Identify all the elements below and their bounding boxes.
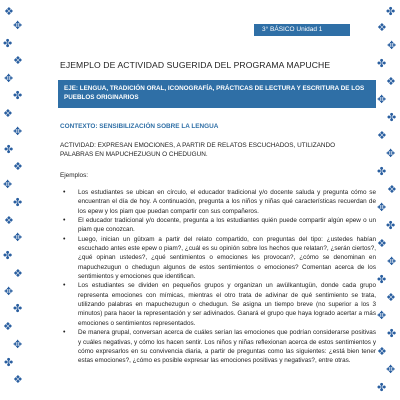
list-item: • Los estudiantes se ubican en círculo, el educador tradicional y/o docente saluda y pregunta cómo se encuentran el día de hoy. A continuación, pregunta a los niños y niñas qué características recuerdan de los epew y los piam que puedan compartir con sus compañeros. xyxy=(60,188,376,216)
mapuche-motif-icon: ✤ xyxy=(377,381,387,394)
mapuche-motif-icon: ✤ xyxy=(3,249,13,262)
ejemplos-label: Ejemplos: xyxy=(60,172,89,179)
actividad-text: ACTIVIDAD: EXPRESAN EMOCIONES, A PARTIR DE RELATOS ESCUCHADOS, UTILIZANDO PALABRAS EN MAPUCHEZUGUN O CHEDUGUN. xyxy=(60,142,336,158)
mapuche-motif-icon: ✤ xyxy=(4,143,14,156)
mapuche-motif-icon: ✤ xyxy=(377,165,387,178)
mapuche-motif-icon: ❖ xyxy=(4,214,14,227)
mapuche-motif-icon: ❖ xyxy=(387,183,397,196)
right-decorative-border xyxy=(374,0,400,400)
mapuche-motif-icon: ✥ xyxy=(4,285,14,298)
mapuche-motif-icon: ✤ xyxy=(377,57,387,70)
mapuche-motif-icon: ❖ xyxy=(13,160,23,173)
left-decorative-border xyxy=(0,0,26,400)
mapuche-motif-icon: ✥ xyxy=(387,39,397,52)
mapuche-motif-icon: ❖ xyxy=(377,345,387,358)
mapuche-motif-icon: ✥ xyxy=(386,147,396,160)
list-item: • De manera grupal, conversan acerca de cuáles serían las emociones que podrían considerarse positivas y cuáles negativas, y cómo los hacen sentir. Los niños y niñas reflexionan acerca de estos sentimientos y cómo expresarlos en su convivencia diaria, a partir de preguntas como las siguientes: ¿está bien tener estas emociones?, ¿cómo es posible expresar las emociones positivas y negativas?, entre otras. xyxy=(60,328,376,365)
mapuche-motif-icon: ❖ xyxy=(4,5,14,18)
mapuche-motif-icon: ✥ xyxy=(386,363,396,376)
mapuche-motif-icon: ✤ xyxy=(3,37,13,50)
list-item: • El educador tradicional y/o docente, pregunta a los estudiantes quién puede compartir algún epew o un piam que conozcan. xyxy=(60,216,376,235)
mapuche-motif-icon: ❖ xyxy=(377,129,387,142)
grade-unit-badge: 3° BÁSICO Unidad 1 xyxy=(254,24,350,36)
mapuche-motif-icon: ❖ xyxy=(377,237,387,250)
page-title: EJEMPLO DE ACTIVIDAD SUGERIDA DEL PROGRAMA MAPUCHE xyxy=(60,60,331,70)
mapuche-motif-icon: ❖ xyxy=(3,320,13,333)
mapuche-motif-icon: ✤ xyxy=(13,302,23,315)
mapuche-motif-icon: ✥ xyxy=(377,309,387,322)
mapuche-motif-icon: ❖ xyxy=(386,291,396,304)
mapuche-motif-icon: ✤ xyxy=(4,356,14,369)
mapuche-motif-icon: ✥ xyxy=(13,19,23,32)
mapuche-motif-icon: ✤ xyxy=(387,111,397,124)
mapuche-motif-icon: ✤ xyxy=(387,327,397,340)
mapuche-motif-icon: ✤ xyxy=(13,89,23,102)
mapuche-motif-icon: ✤ xyxy=(386,5,396,18)
eje-banner: EJE: LENGUA, TRADICIÓN ORAL, ICONOGRAFÍA, PRÁCTICAS DE LECTURA Y ESCRITURA DE LOS PUEBLOS ORIGINARIOS xyxy=(58,80,376,108)
mapuche-motif-icon: ✤ xyxy=(13,196,23,209)
list-item: • Los estudiantes se dividen en pequeños grupos y organizan un awülkantugün, donde cada grupo representa emociones con mímicas, mientras el otro trata de adivinar de qué sentimiento se trata, utilizando palabras en mapuchezugun o chedugun. Se asigna un tiempo breve (no superior a los 3 minutos) para hacer la representación y ser adivinados. Ganará el grupo que haya logrado acertar a más emociones o sentimientos representados. xyxy=(60,281,376,328)
mapuche-motif-icon: ✥ xyxy=(4,72,14,85)
mapuche-motif-icon: ✥ xyxy=(387,255,397,268)
examples-list xyxy=(60,188,376,366)
mapuche-motif-icon: ❖ xyxy=(386,75,396,88)
contexto-heading: CONTEXTO: SENSIBILIZACIÓN SOBRE LA LENGUA xyxy=(60,123,219,130)
mapuche-motif-icon: ❖ xyxy=(3,107,13,120)
list-item: • Luego, inician un gütxam a partir del relato compartido, con preguntas del tipo: ¿ustedes habían escuchado antes este epew o piam?, ¿cuál es su opinión sobre los hechos que relatan?, ¿serán ciertos?, ¿qué opinan ustedes?, ¿qué sentimientos o emociones les provocan?, ¿cómo se denominan en mapuchezugun o chedugun algunos de estos sentimientos o emociones? Comentan acerca de los sentimientos y emociones que identifican. xyxy=(60,235,376,282)
mapuche-motif-icon: ✥ xyxy=(13,231,23,244)
mapuche-motif-icon: ✥ xyxy=(377,201,387,214)
mapuche-motif-icon: ❖ xyxy=(13,54,23,67)
mapuche-motif-icon: ✥ xyxy=(3,178,13,191)
mapuche-motif-icon: ✥ xyxy=(377,93,387,106)
mapuche-motif-icon: ❖ xyxy=(13,267,23,280)
mapuche-motif-icon: ✤ xyxy=(386,219,396,232)
mapuche-motif-icon: ✥ xyxy=(13,125,23,138)
mapuche-motif-icon: ❖ xyxy=(377,21,387,34)
mapuche-motif-icon: ✥ xyxy=(13,338,23,351)
mapuche-motif-icon: ❖ xyxy=(13,373,23,386)
mapuche-motif-icon: ✤ xyxy=(377,273,387,286)
